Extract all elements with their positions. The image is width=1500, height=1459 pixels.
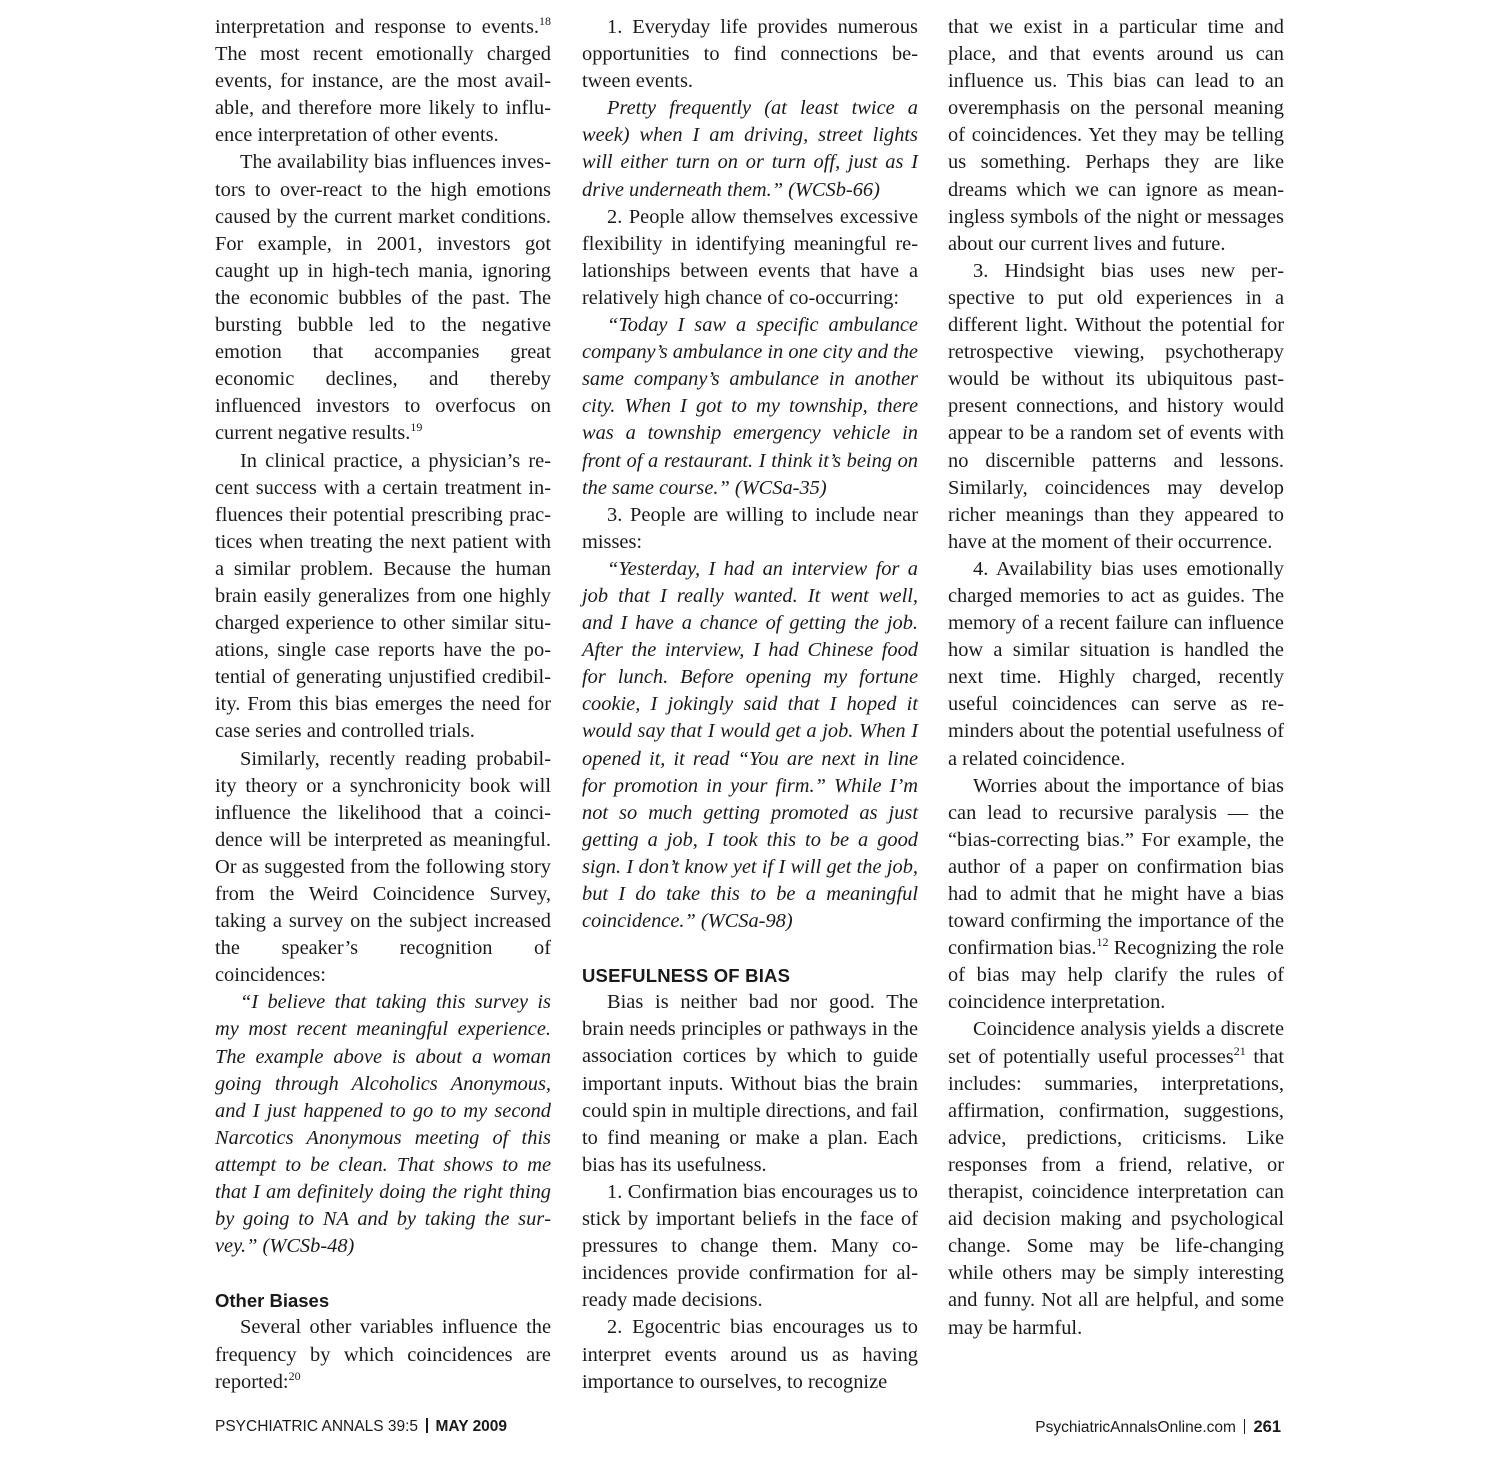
website-link[interactable]: PsychiatricAnnalsOnline.com	[1035, 1419, 1236, 1436]
survey-quote: “Today I saw a specific ambulance company’s ambulance in one city and the same company’s ambulance in another city. When I got to my township, there was a township emergency vehicle in front of a restaurant. I think it’s being on the same course.” (WCSa-35)	[582, 314, 918, 499]
paragraph: 1. Everyday life provides numerous opportunities to find connections between events.	[582, 16, 918, 93]
column-1	[215, 14, 551, 1396]
paragraph: 1. Confirmation bias encourages us to stick by important beliefs in the face of pressures to change them. Many coincidences provide confirmation for already made decisions.	[582, 1180, 918, 1312]
journal-name: PSYCHIATRIC ANNALS 39:5	[215, 1418, 419, 1435]
paragraph: 4. Availability bias uses emotionally charged memories to act as guides. The memory of a recent failure can influence how a similar situation is handled the next time. Highly charged, recently useful coincidences can serve as reminders about the potential usefulness of a related coincidence.	[948, 557, 1284, 770]
footer-journal	[215, 1417, 507, 1437]
footer-divider	[426, 1418, 428, 1433]
paragraph: 2. People allow themselves excessive flexibility in identifying meaningful relationships between events that have a relatively high chance of co-occurring:	[582, 205, 918, 309]
footnote-ref: 18	[539, 14, 551, 28]
page-number: 261	[1253, 1418, 1281, 1436]
survey-quote: Pretty frequently (at least twice a week) when I am driving, street lights will either turn on or turn off, just as I drive underneath them.” (WCSb-66)	[582, 97, 918, 201]
paragraph: Several other variables influence the frequency by which coincidences are reported:$^{20}$	[215, 1316, 551, 1393]
paragraph: In clinical practice, a physician’s recent success with a certain treatment influences their potential prescribing practices when treating the next patient with a similar problem. Because the human brain easily generalizes from one highly charged experience to other similar situations, single case reports have the potential of generating unjustified credibility. From this bias emerges the need for case series and controlled trials.	[215, 449, 551, 743]
paragraph: Similarly, recently reading probability theory or a synchronicity book will influence the likelihood that a coincidence will be interpreted as meaningful. Or as suggested from the following story from the Weird Coincidence Survey, taking a survey on the subject increased the speaker’s recognition of coincidences:	[215, 747, 551, 987]
survey-quote: “Yesterday, I had an interview for a job that I really wanted. It went well, and I have a chance of getting the job. After the interview, I had Chinese food for lunch. Before opening my fortune cookie, I jokingly said that I hoped it would say that I would get a job. When I opened it, it read “You are next in line for promotion in your firm.” While I’m not so much getting promoted as just getting a job, I took this to be a good sign. I don’t know yet if I will get the job, but I do take this to be a meaningful coincidence.” (WCSa-98)	[582, 557, 918, 933]
footnote-ref: 20	[288, 1368, 301, 1383]
footnote-ref: 19	[410, 420, 423, 435]
paragraph: interpretation and response to events.$^{18}$ The most recent emotionally charged events, for instance, are the most available, and therefore more likely to influence interpretation of other events.	[215, 14, 551, 147]
paragraph: 2. Egocentric bias encourages us to interpret events around us as having importance to ourselves, to recognize	[582, 1316, 918, 1393]
section-heading: Other Biases	[215, 1290, 330, 1312]
paragraph: 3. People are willing to include near misses:	[582, 503, 918, 553]
column-2	[582, 14, 918, 1396]
column-3	[948, 14, 1284, 1342]
paragraph: The availability bias influences investors to over-react to the high emotions caused by the current market conditions. For example, in 2001, investors got caught up in high-tech mania, ignoring the economic bubbles of the past. The bursting bubble led to the negative emotion that accompanies great economic declines, and thereby influenced investors to overfocus on current negative results.$^{19}$	[215, 151, 551, 445]
paragraph: Bias is neither bad nor good. The brain needs principles or pathways in the association cortices by which to guide important inputs. Without bias the brain could spin in multiple directions, and fail to find meaning or make a plan. Each bias has its usefulness.	[582, 991, 918, 1176]
section-heading: USEFULNESS OF BIAS	[582, 965, 791, 987]
footer-divider	[1244, 1419, 1246, 1434]
footnote-ref: 21	[1233, 1043, 1246, 1058]
footnote-ref: 12	[1096, 935, 1109, 950]
survey-quote: “I believe that taking this survey is my most recent meaningful experience. The example above is about a woman going through Alcoholics Anonymous, and I just happened to go to my second Narcotics Anonymous meeting of this attempt to be clean. That shows to me that I am definitely doing the right thing by going to NA and by taking the survey.” (WCSb-48)	[215, 991, 551, 1258]
issue-date: MAY 2009	[435, 1418, 508, 1435]
paragraph: Coincidence analysis yields a discrete set of potentially useful processes$^{21}$ that includes: summaries, interpretations, affirmation, confirmation, suggestions, advice, predictions, criticisms. Like responses from a friend, relative, or therapist, coincidence interpretation can aid decision making and psychological change. Some may be life-changing while others may be simply interesting and funny. Not all are helpful, and some may be harmful.	[948, 1018, 1284, 1339]
paragraph: Worries about the importance of bias can lead to recursive paralysis — the “bias-correcting bias.” For example, the author of a paper on confirmation bias had to admit that he might have a bias toward confirming the importance of the confirmation bias.$^{12}$ Recognizing the role of bias may help clarify the rules of coincidence interpretation.	[948, 774, 1284, 1014]
paragraph: that we exist in a particular time and place, and that events around us can influence us. This bias can lead to an overemphasis on the personal meaning of coincidences. Yet they may be telling us something. Perhaps they are like dreams which we can ignore as meaningless symbols of the night or messages about our current lives and future.	[948, 16, 1284, 255]
paragraph: 3. Hindsight bias uses new perspective to put old experiences in a different light. Without the potential for retrospective viewing, psychotherapy would be without its ubiquitous past-present connections, and history would appear to be a random set of events with no discernible patterns and lessons. Similarly, coincidences may develop richer meanings than they appeared to have at the moment of their occurrence.	[948, 259, 1284, 553]
footer-site	[1035, 1417, 1281, 1438]
